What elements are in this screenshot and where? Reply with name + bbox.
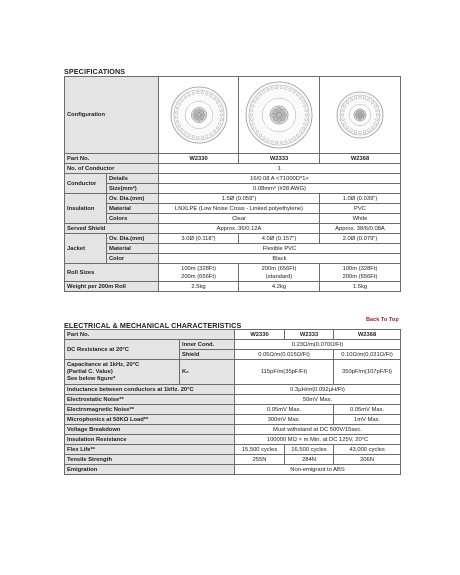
flex-life-1: 15,500 cycles	[235, 445, 285, 455]
electrostatic-row	[65, 395, 401, 405]
insulation-dia-row	[65, 194, 401, 204]
electromagnetic-row	[65, 405, 401, 415]
cap-line-2: (Partial C. Value)	[67, 368, 113, 375]
served-shield-value-b: Approx. 38/6/0.08A	[320, 224, 401, 234]
tensile-2: 284N	[285, 455, 334, 465]
configuration-label: Configuration	[65, 77, 159, 154]
roll-size-3b: 200m (656Ft)	[342, 273, 378, 280]
voltage-label: Voltage Breakdown	[65, 425, 235, 435]
shield-label: Shield	[180, 350, 235, 360]
roll-size-1b: 200m (656Ft)	[181, 273, 216, 280]
dc-inner-row	[65, 340, 401, 350]
jk-dia-label: Ov. Dia.(mm)	[107, 234, 159, 244]
ins-material-label: Material	[107, 204, 159, 214]
ins-colors-value-b: White	[320, 214, 401, 224]
elec-part-w2330: W2330	[235, 330, 285, 340]
cable-cross-section-w2368	[320, 77, 401, 154]
inner-cond-label: Inner Cond.	[180, 340, 235, 350]
details-value: 16/0.08 A <T1000D*1>	[159, 174, 401, 184]
emigration-value: Non-emigrant to ABS	[235, 465, 401, 475]
electromagnetic-value-b: 0.05mV Max.	[334, 405, 401, 415]
microphonics-label: Microphonics at 50KΩ Load**	[65, 415, 235, 425]
inductance-value: 0.3μH/m(0.092μH/Ft)	[235, 385, 401, 395]
jk-color-label: Color	[107, 254, 159, 264]
insulation-resistance-label: Insulation Resistance	[65, 435, 235, 445]
dc-resistance-label: DC Resistance at 20°C	[65, 340, 180, 360]
conductor-details-row	[65, 174, 401, 184]
voltage-value: Must withstand at DC 500V/15sec.	[235, 425, 401, 435]
k0-label: K₀	[180, 360, 235, 385]
jacket-material-row	[65, 244, 401, 254]
capacitance-value-b: 350pF/m(107pF/Ft)	[334, 360, 401, 385]
cap-line-3: See below figure*	[67, 375, 116, 382]
jk-dia-2: 4.0Ø (0.157")	[239, 234, 320, 244]
elec-part-w2333: W2333	[285, 330, 334, 340]
inductance-row	[65, 385, 401, 395]
tensile-row	[65, 455, 401, 465]
jacket-label: Jacket	[65, 234, 107, 264]
size-value: 0.08mm² (#28 AWG)	[159, 184, 401, 194]
no-conductor-label: No. of Conductor	[65, 164, 159, 174]
cable-cross-section-w2333	[239, 77, 320, 154]
jk-material-value: Flexible PVC	[159, 244, 401, 254]
size-label: Size(mm²)	[107, 184, 159, 194]
cap-line-1: Capacitance at 1kHz, 20°C	[67, 361, 140, 368]
insulation-resistance-row	[65, 435, 401, 445]
capacitance-value-a: 115pF/m(35pF/Ft)	[235, 360, 334, 385]
weight-label: Weight per 200m Roll	[65, 282, 159, 292]
elec-part-w2368: W2368	[334, 330, 401, 340]
ins-material-value-a: LNXLPE (Low Noise Cross - Linked polyethylene)	[159, 204, 320, 214]
ins-dia-value-a: 1.5Ø (0.059")	[159, 194, 320, 204]
roll-size-1a: 100m (328Ft)	[181, 265, 216, 272]
weight-3: 1.5kg	[320, 282, 401, 292]
electrostatic-label: Electrostatic Noise**	[65, 395, 235, 405]
flex-life-3: 43,000 cycles	[334, 445, 401, 455]
tensile-1: 255N	[235, 455, 285, 465]
served-shield-row	[65, 224, 401, 234]
ins-dia-value-b: 1.0Ø (0.039")	[320, 194, 401, 204]
specifications-table	[64, 76, 401, 292]
insulation-colors-row	[65, 214, 401, 224]
roll-sizes-label: Roll Sizes	[65, 264, 159, 282]
emigration-row	[65, 465, 401, 475]
voltage-row	[65, 425, 401, 435]
part-w2368: W2368	[320, 154, 401, 164]
electrical-mechanical-title: ELECTRICAL & MECHANICAL CHARACTERISTICS	[64, 321, 242, 330]
roll-size-2a: 200m (656Ft)	[261, 265, 297, 272]
tensile-3: 206N	[334, 455, 401, 465]
emigration-label: Emigration	[65, 465, 235, 475]
jacket-dia-row	[65, 234, 401, 244]
dc-shield-value-b: 0.10Ω/m(0.031Ω/Ft)	[334, 350, 401, 360]
tensile-label: Tensile Strength	[65, 455, 235, 465]
roll-size-3	[320, 264, 401, 282]
served-shield-value-a: Approx. 36/0.12A	[159, 224, 320, 234]
dc-inner-value: 0.23Ω/m(0.070Ω/Ft)	[235, 340, 401, 350]
jacket-color-row	[65, 254, 401, 264]
no-conductor-row	[65, 164, 401, 174]
roll-size-2b: (standard)	[265, 273, 293, 280]
flex-life-row	[65, 445, 401, 455]
jk-dia-1: 3.0Ø (0.118")	[159, 234, 239, 244]
conductor-label: Conductor	[65, 174, 107, 194]
back-to-top-link[interactable]: Back To Top	[366, 317, 399, 323]
electromagnetic-label: Electromagnetic Noise**	[65, 405, 235, 415]
inductance-label: Inductance between conductors at 1kHz. 20°C	[65, 385, 235, 395]
elec-part-row	[65, 330, 401, 340]
electrical-table	[64, 329, 401, 475]
part-no-label: Part No.	[65, 154, 159, 164]
ins-dia-label: Ov. Dia.(mm)	[107, 194, 159, 204]
flex-life-label: Flex Life**	[65, 445, 235, 455]
roll-sizes-row	[65, 264, 401, 282]
roll-size-3a: 100m (328Ft)	[342, 265, 378, 272]
jk-dia-3: 2.0Ø (0.079")	[320, 234, 401, 244]
jk-material-label: Material	[107, 244, 159, 254]
elec-part-no-label: Part No.	[65, 330, 235, 340]
part-w2330: W2330	[159, 154, 239, 164]
roll-size-2	[239, 264, 320, 282]
part-no-row	[65, 154, 401, 164]
ins-colors-label: Colors	[107, 214, 159, 224]
electromagnetic-value-a: 0.05mV Max.	[235, 405, 334, 415]
part-w2333: W2333	[239, 154, 320, 164]
electrostatic-value: 50mV Max.	[235, 395, 401, 405]
cable-cross-section-w2330	[159, 77, 239, 154]
specifications-title: SPECIFICATIONS	[64, 67, 126, 76]
roll-size-1	[159, 264, 239, 282]
insulation-material-row	[65, 204, 401, 214]
weight-2: 4.2kg	[239, 282, 320, 292]
insulation-label: Insulation	[65, 194, 107, 224]
capacitance-row	[65, 360, 401, 385]
dc-shield-value-a: 0.05Ω/m(0.015Ω/Ft)	[235, 350, 334, 360]
ins-colors-value-a: Clear	[159, 214, 320, 224]
capacitance-label	[65, 360, 180, 385]
weight-row	[65, 282, 401, 292]
weight-1: 2.5kg	[159, 282, 239, 292]
conductor-size-row	[65, 184, 401, 194]
configuration-row	[65, 77, 401, 154]
microphonics-value-a: 300mV Max.	[235, 415, 334, 425]
served-shield-label: Served Shield	[65, 224, 159, 234]
details-label: Details	[107, 174, 159, 184]
ins-material-value-b: PVC	[320, 204, 401, 214]
no-conductor-value: 1	[159, 164, 401, 174]
insulation-resistance-value: 100000 MΩ × m Min. at DC 125V, 20°C	[235, 435, 401, 445]
jk-color-value: Black	[159, 254, 401, 264]
microphonics-row	[65, 415, 401, 425]
flex-life-2: 16,500 cycles	[285, 445, 334, 455]
microphonics-value-b: 1mV Max.	[334, 415, 401, 425]
